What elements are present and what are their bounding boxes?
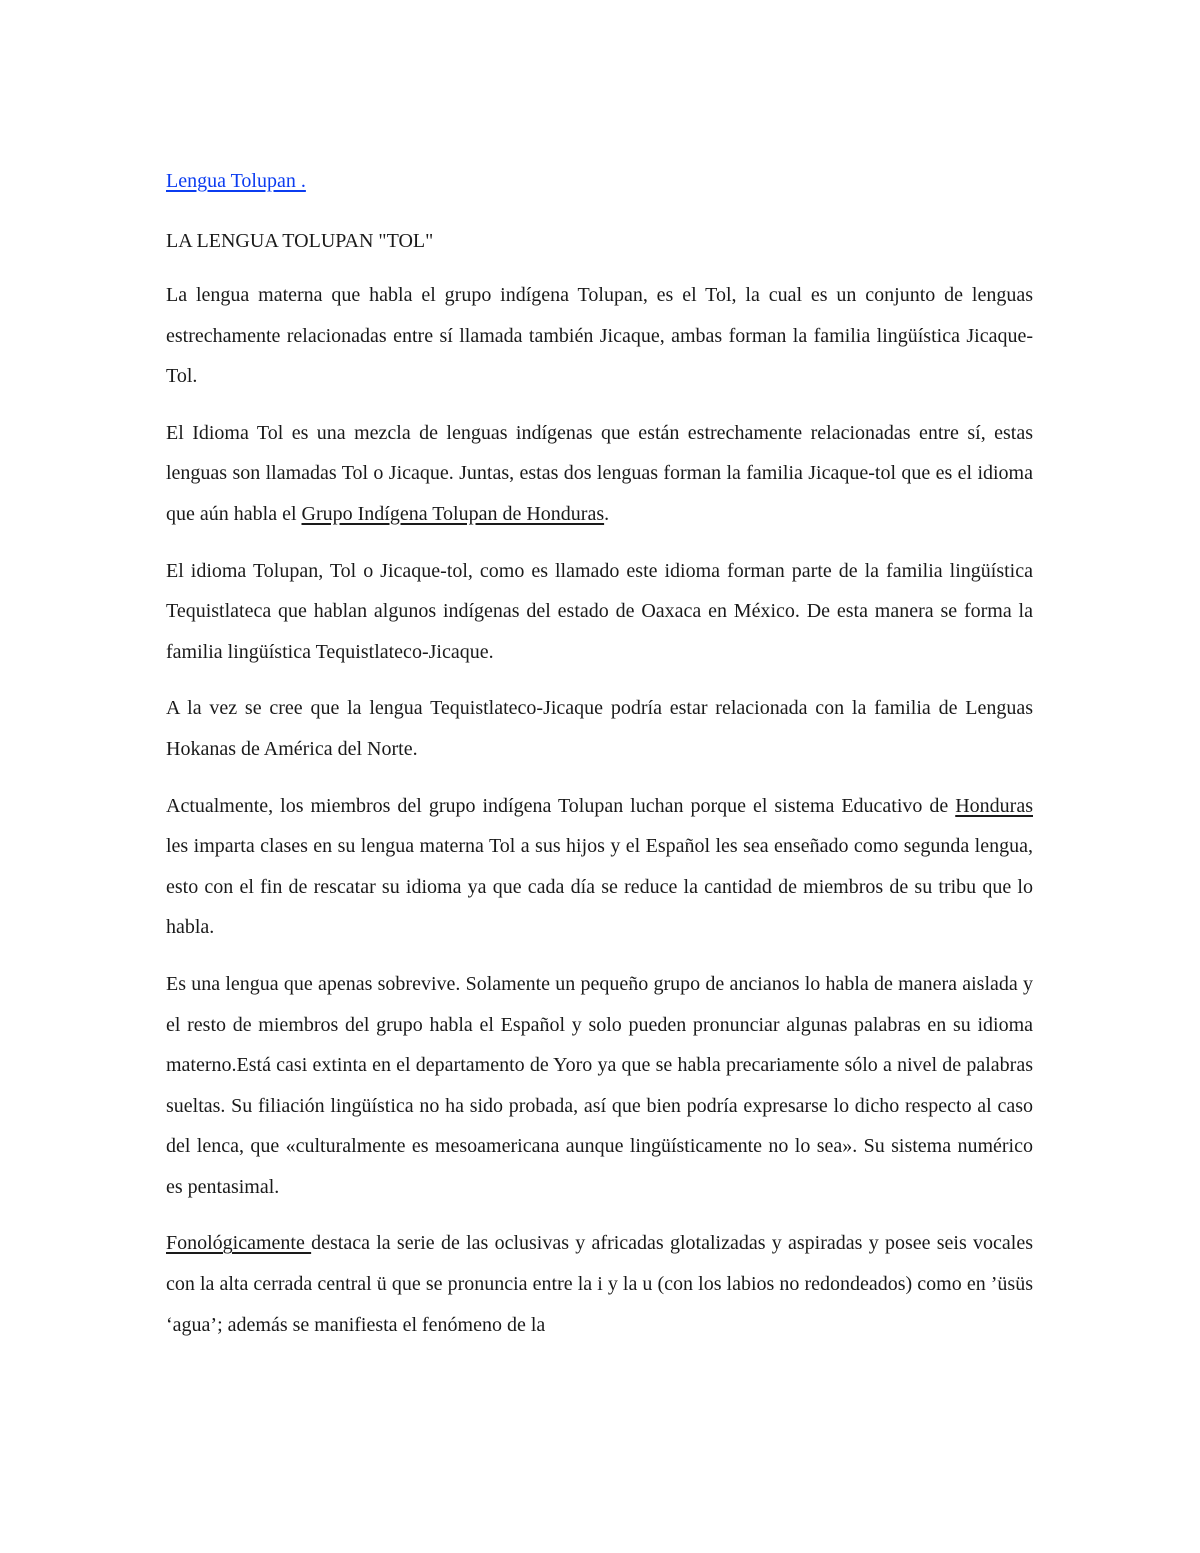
paragraph-2 — [166, 413, 1033, 535]
paragraph-5-text-a: Actualmente, los miembros del grupo indígena Tolupan luchan porque el sistema Educativo de — [166, 794, 956, 817]
paragraph-6: Es una lengua que apenas sobrevive. Solamente un pequeño grupo de ancianos lo habla de manera aislada y el resto de miembros del grupo habla el Español y solo pueden pronunciar algunas palabras en su idioma materno.Está casi extinta en el departamento de Yoro ya que se habla precariamente sólo a nivel de palabras sueltas. Su filiación lingüística no ha sido probada, así que bien podría expresarse lo dicho respecto al caso del lenca, que «culturalmente es mesoamericana aunque lingüísticamente no lo sea». Su sistema numérico es pentasimal. — [166, 972, 1033, 1198]
paragraph-2-text-a: El Idioma Tol es una mezcla de lenguas indígenas que están estrechamente relacionadas entre sí, estas lenguas son llamadas Tol o Jicaque. Juntas, estas dos lenguas forman la familia Jicaque-tol que es el idioma que aún habla el — [166, 421, 1033, 525]
document-heading: LA LENGUA TOLUPAN "TOL" — [166, 230, 434, 252]
paragraph-5 — [166, 786, 1033, 948]
paragraph-7-text-b: destaca la serie de las oclusivas y africadas glotalizadas y aspiradas y posee seis vocales con la alta cerrada central ü que se pronuncia entre la i y la u (con los labios no redondeados) como en ’üsüs ‘agua’; además se manifiesta el fenómeno de la — [166, 1232, 1033, 1336]
honduras-link[interactable]: Honduras — [955, 794, 1033, 817]
title-link[interactable]: Lengua Tolupan . — [166, 170, 306, 192]
paragraph-4: A la vez se cree que la lengua Tequistlateco-Jicaque podría estar relacionada con la familia de Lenguas Hokanas de América del Norte. — [166, 697, 1033, 760]
paragraph-1: La lengua materna que habla el grupo indígena Tolupan, es el Tol, la cual es un conjunto de lenguas estrechamente relacionadas entre sí llamada también Jicaque, ambas forman la familia lingüística Jicaque-Tol. — [166, 284, 1033, 388]
fonologicamente-link[interactable]: Fonológicamente — [166, 1232, 312, 1255]
paragraph-2-text-b: . — [604, 502, 610, 525]
document-page — [166, 166, 1033, 1361]
grupo-indigena-link[interactable]: Grupo Indígena Tolupan de Honduras — [301, 502, 605, 525]
paragraph-7 — [166, 1223, 1033, 1345]
paragraph-5-text-b: les imparta clases en su lengua materna Tol a sus hijos y el Español les sea enseñado como segunda lengua, esto con el fin de rescatar su idioma ya que cada día se reduce la cantidad de miembros de su tribu que lo habla. — [166, 835, 1033, 939]
paragraph-3: El idioma Tolupan, Tol o Jicaque-tol, como es llamado este idioma forman parte de la familia lingüística Tequistlateca que hablan algunos indígenas del estado de Oaxaca en México. De esta manera se forma la familia lingüística Tequistlateco-Jicaque. — [166, 559, 1033, 663]
